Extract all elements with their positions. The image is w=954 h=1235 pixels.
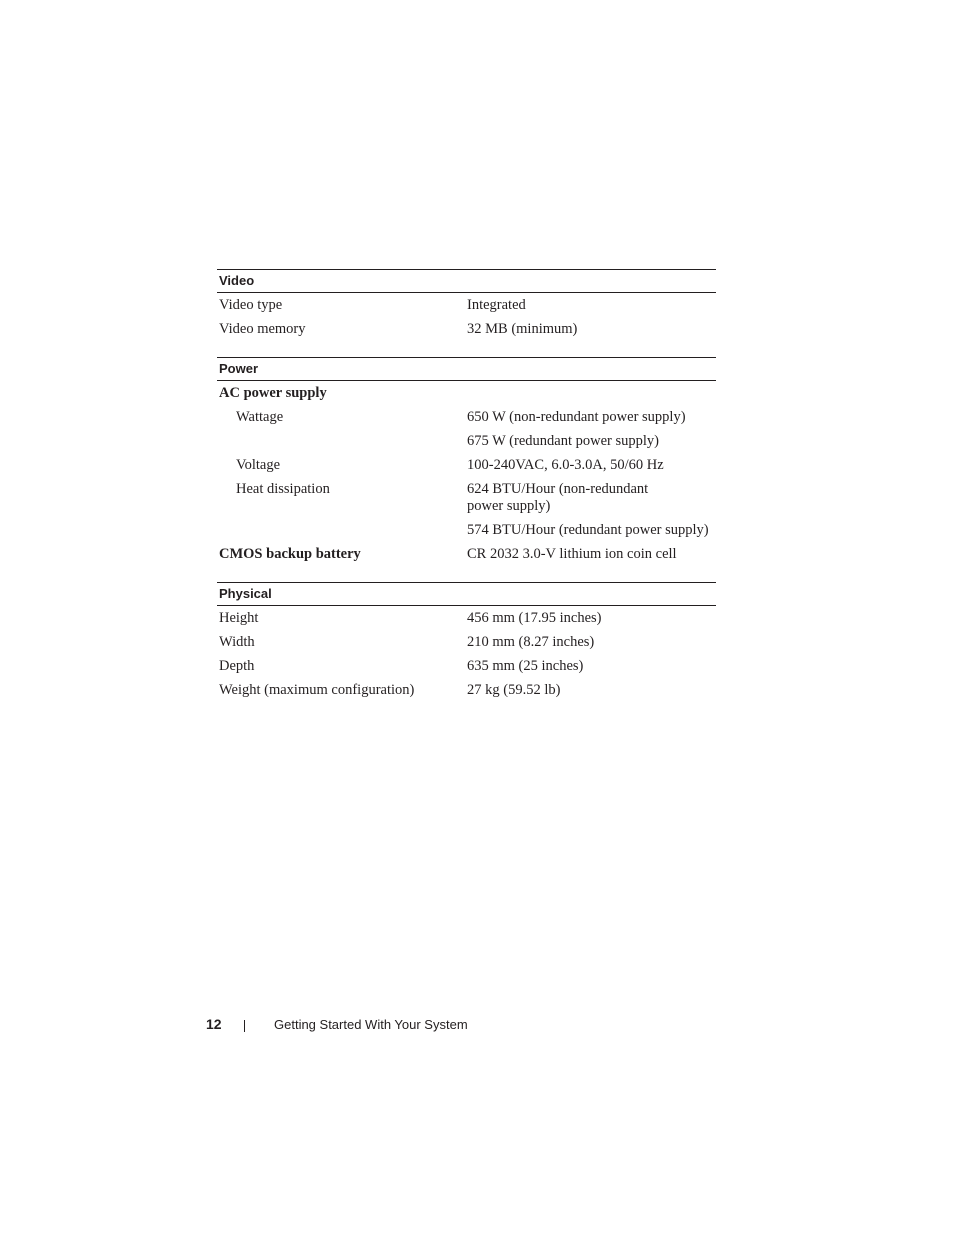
- spec-row-wattage-redundant: [217, 430, 716, 454]
- spec-label: AC power supply: [219, 385, 327, 401]
- section-heading-power: Power: [217, 357, 716, 381]
- spec-row-wattage: [217, 406, 716, 430]
- spec-value: CR 2032 3.0-V lithium ion coin cell: [467, 546, 677, 562]
- spec-label: [217, 433, 467, 450]
- spec-label: Video memory: [219, 321, 306, 337]
- spec-value: 650 W (non-redundant power supply): [467, 409, 686, 425]
- page-number: 12: [206, 1016, 222, 1032]
- spec-label: Width: [219, 634, 255, 650]
- page-footer: [206, 1015, 468, 1033]
- spec-row-video-type: [217, 294, 716, 318]
- footer-title: Getting Started With Your System: [274, 1016, 468, 1032]
- spec-row-width: [217, 631, 716, 655]
- spec-value: 675 W (redundant power supply): [467, 433, 659, 449]
- spec-value: 32 MB (minimum): [467, 321, 578, 337]
- spec-label: Voltage: [236, 457, 281, 473]
- section-video: [217, 293, 716, 357]
- spec-label: Depth: [219, 658, 255, 674]
- spec-value: [467, 481, 716, 515]
- spec-value: 574 BTU/Hour (redundant power supply): [467, 522, 709, 538]
- spec-row-heat-dissipation: [217, 478, 716, 519]
- spec-row-heat-dissipation-redundant: [217, 519, 716, 543]
- spec-label: Video type: [219, 297, 283, 313]
- spec-value-line: power supply): [467, 498, 551, 514]
- spec-label: [217, 522, 467, 539]
- specifications-table: [217, 269, 716, 703]
- spec-label: Heat dissipation: [236, 481, 330, 497]
- spec-value: 456 mm (17.95 inches): [467, 610, 602, 626]
- spec-row-voltage: [217, 454, 716, 478]
- spec-row-depth: [217, 655, 716, 679]
- spec-value-line: 624 BTU/Hour (non-redundant: [467, 481, 649, 497]
- spec-label: Height: [219, 610, 259, 626]
- spec-label: Wattage: [236, 409, 284, 425]
- section-power: [217, 381, 716, 582]
- spec-value: 27 kg (59.52 lb): [467, 682, 561, 698]
- spec-row-height: [217, 607, 716, 631]
- spec-value: 100-240VAC, 6.0-3.0A, 50/60 Hz: [467, 457, 664, 473]
- section-heading-video: Video: [217, 269, 716, 293]
- spec-value: 210 mm (8.27 inches): [467, 634, 595, 650]
- spec-value: 635 mm (25 inches): [467, 658, 584, 674]
- spec-label: Weight (maximum configuration): [219, 682, 415, 698]
- footer-divider: [244, 1020, 245, 1032]
- section-physical: [217, 606, 716, 703]
- section-heading-physical: Physical: [217, 582, 716, 606]
- spec-row-cmos-battery: [217, 543, 716, 567]
- spec-value: Integrated: [467, 297, 526, 313]
- spec-row-ac-power-supply: [217, 382, 716, 406]
- spec-row-video-memory: [217, 318, 716, 342]
- spec-value: [467, 385, 716, 402]
- spec-row-weight: [217, 679, 716, 703]
- spec-label: CMOS backup battery: [219, 546, 361, 562]
